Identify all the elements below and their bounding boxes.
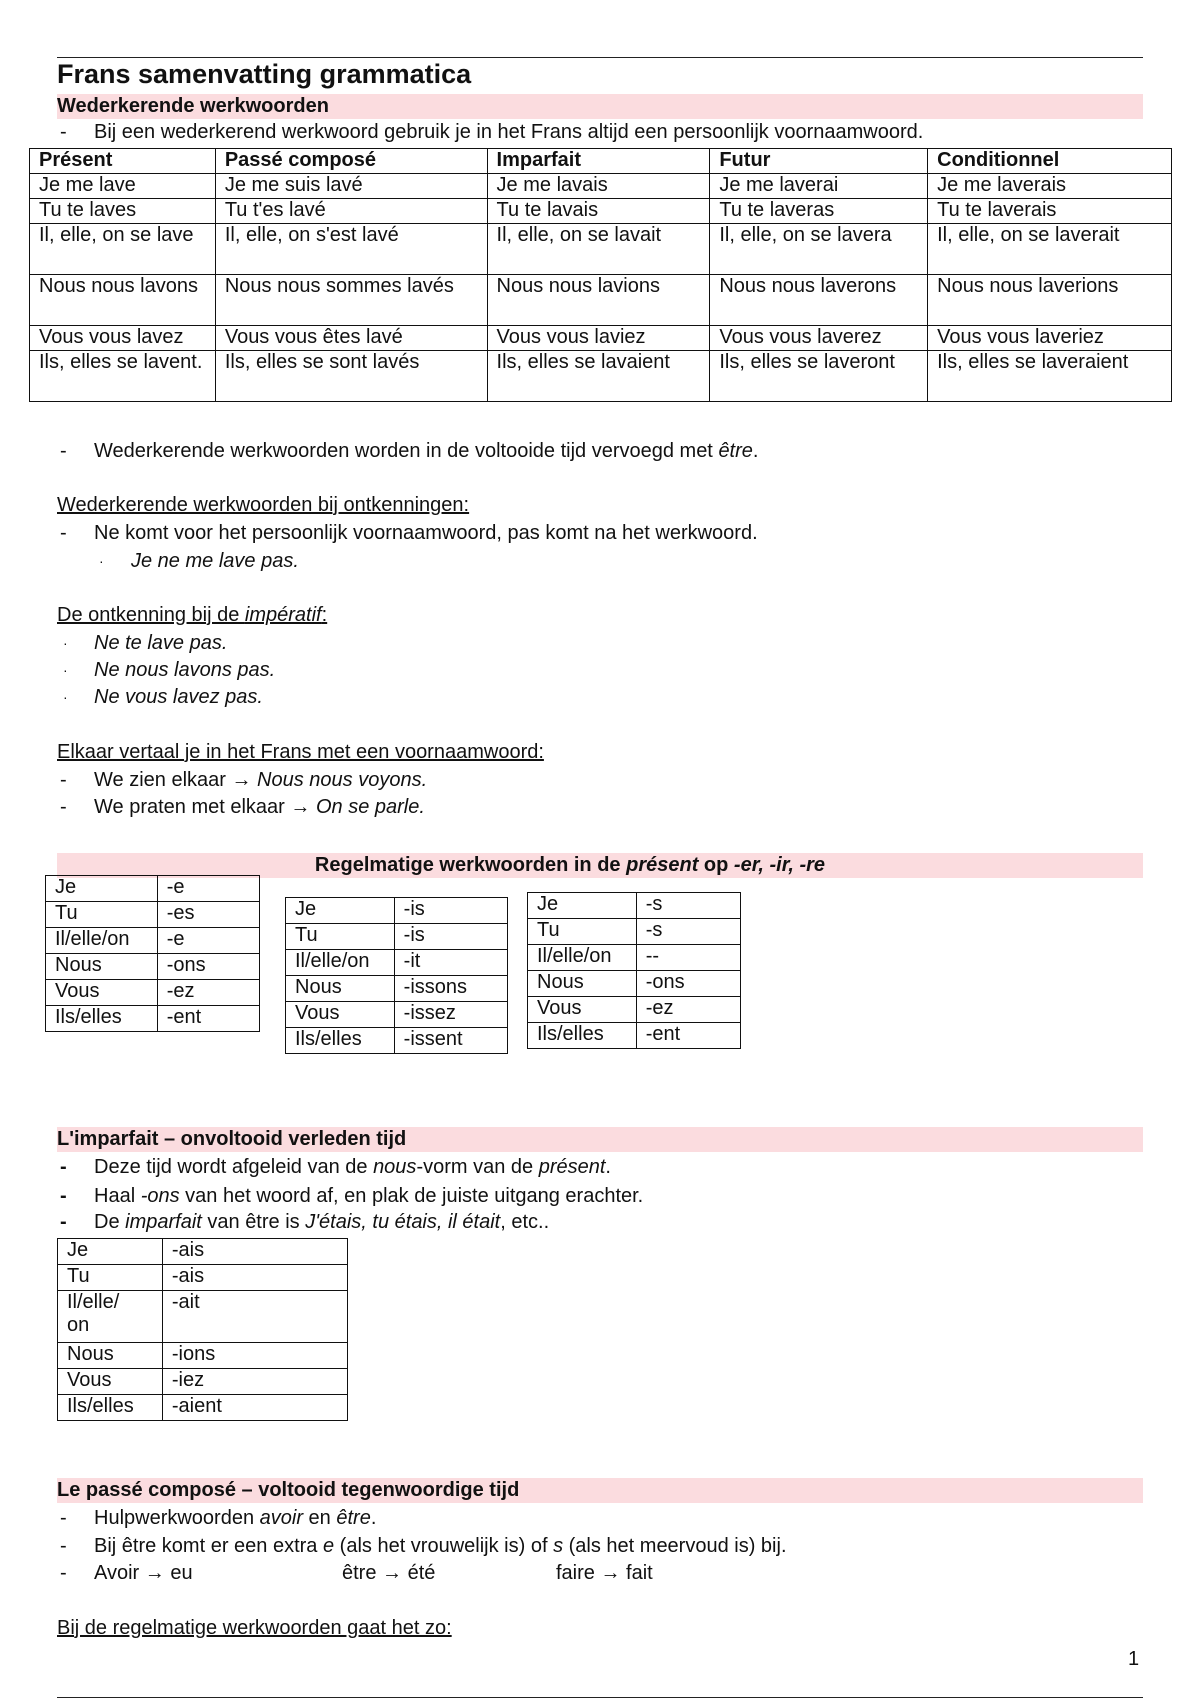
column-header: Futur: [710, 149, 928, 174]
table-row: [30, 351, 1172, 402]
table-cell: Je me laverais: [928, 174, 1172, 199]
table-cell: Il, elle, on se lavait: [487, 224, 710, 275]
pronoun-cell: Ils/elles: [46, 1006, 158, 1032]
ending-cell: -ent: [157, 1006, 259, 1032]
negation-example: Je ne me lave pas.: [131, 550, 299, 572]
table-row: [528, 1023, 741, 1049]
heading-emphasis: -er, -ir, -re: [733, 854, 826, 876]
ending-cell: -ons: [636, 971, 740, 997]
bullet-dash: -: [60, 121, 67, 143]
table-row: [286, 950, 508, 976]
ending-cell: -ait: [162, 1291, 347, 1343]
participle-etre: [342, 1561, 435, 1586]
ending-cell: -ons: [157, 954, 259, 980]
rule-emphasis: avoir: [259, 1507, 303, 1529]
imperatif-heading-emphasis: impératif: [244, 604, 322, 626]
table-cell: Tu te laverais: [928, 199, 1172, 224]
bullet-dot: ·: [99, 553, 104, 569]
column-header: Passé composé: [215, 149, 487, 174]
ending-cell: -issez: [394, 1002, 507, 1028]
table-row: [528, 945, 741, 971]
table-cell: Nous nous sommes lavés: [215, 275, 487, 326]
french-phrase: Nous nous voyons.: [257, 769, 428, 791]
rule-emphasis: présent: [538, 1156, 606, 1178]
table-cell: Ils, elles se lavaient: [487, 351, 710, 402]
pronoun-cell: Je: [46, 876, 158, 902]
rule-text: De: [94, 1211, 126, 1233]
pronoun-cell: Tu: [286, 924, 395, 950]
table-row: [528, 919, 741, 945]
table-row: [286, 924, 508, 950]
rule-emphasis: -ons: [140, 1185, 180, 1207]
table-cell: Vous vous êtes lavé: [215, 326, 487, 351]
table-cell: Je me lavais: [487, 174, 710, 199]
participle-faire: [556, 1561, 653, 1586]
table-row: [46, 928, 260, 954]
imperatif-heading-colon: :: [321, 604, 328, 626]
table-cell: Il, elle, on se lavera: [710, 224, 928, 275]
table-row: [528, 971, 741, 997]
bullet-dash: -: [60, 1185, 67, 1207]
rule-emphasis: nous: [373, 1156, 417, 1178]
section-heading-reflexive: Wederkerende werkwoorden: [57, 94, 1143, 119]
bullet-dash: -: [60, 796, 67, 818]
infinitive: être: [342, 1562, 377, 1584]
pronoun-cell: Il/elle/ on: [58, 1291, 163, 1343]
bullet-dash: -: [60, 769, 67, 791]
column-header: Imparfait: [487, 149, 710, 174]
infinitive: faire: [556, 1562, 595, 1584]
pronoun-cell: Vous: [528, 997, 637, 1023]
table-row: [58, 1369, 348, 1395]
bullet-dot: ·: [63, 635, 68, 651]
bottom-rule: [57, 1697, 1143, 1698]
table-row: [58, 1265, 348, 1291]
imperatif-example: Ne vous lavez pas.: [94, 686, 263, 708]
ending-cell: -issons: [394, 976, 507, 1002]
table-cell: Je me lave: [30, 174, 216, 199]
table-cell: Vous vous laverez: [710, 326, 928, 351]
rule-text: van être is: [201, 1211, 306, 1233]
imparfait-rule: [94, 1210, 549, 1235]
ending-cell: -s: [636, 919, 740, 945]
ending-cell: -iez: [162, 1369, 347, 1395]
pronoun-cell: Je: [286, 898, 395, 924]
pronoun-cell: Tu: [46, 902, 158, 928]
ending-cell: -ions: [162, 1343, 347, 1369]
bullet-dash: -: [60, 1562, 67, 1584]
pronoun-cell: Ils/elles: [286, 1028, 395, 1054]
table-row: [58, 1343, 348, 1369]
past-participle: été: [407, 1562, 436, 1584]
table-cell: Vous vous lavez: [30, 326, 216, 351]
table-cell: Ils, elles se lavent.: [30, 351, 216, 402]
table-cell: Ils, elles se laveraient: [928, 351, 1172, 402]
ending-cell: -es: [157, 902, 259, 928]
page-number: 1: [1128, 1648, 1140, 1670]
rule-emphasis: e: [322, 1535, 335, 1557]
table-row: [58, 1291, 348, 1343]
note-end: .: [752, 440, 759, 462]
table-cell: Vous vous laviez: [487, 326, 710, 351]
page-title: Frans samenvatting grammatica: [57, 59, 472, 89]
rule-emphasis: s: [553, 1535, 564, 1557]
table-cell: Tu te laves: [30, 199, 216, 224]
ending-cell: -issent: [394, 1028, 507, 1054]
table-row: [30, 275, 1172, 326]
table-row: [286, 976, 508, 1002]
arrow-icon: →: [144, 1562, 165, 1584]
ending-cell: -e: [157, 876, 259, 902]
reflexive-conjugation-table: [29, 148, 1172, 402]
heading-text: Regelmatige werkwoorden in de: [314, 854, 627, 876]
rule-emphasis: imparfait: [125, 1211, 202, 1233]
bullet-dash: -: [60, 522, 67, 544]
rule-text: Hulpwerkwoorden: [94, 1507, 260, 1529]
section-heading-imparfait: L'imparfait – onvoltooid verleden tijd: [57, 1127, 1143, 1152]
pronoun-cell: Nous: [58, 1343, 163, 1369]
bullet-dash: -: [60, 440, 67, 462]
ending-cell: -is: [394, 898, 507, 924]
imparfait-endings-table: [57, 1238, 348, 1421]
table-row: [30, 224, 1172, 275]
pronoun-cell: Je: [58, 1239, 163, 1265]
past-participle: fait: [626, 1562, 653, 1584]
table-cell: Il, elle, on se laverait: [928, 224, 1172, 275]
pronoun-cell: Je: [528, 893, 637, 919]
pronoun-cell: Nous: [528, 971, 637, 997]
rule-text: , etc..: [500, 1211, 550, 1233]
imperatif-example: Ne nous lavons pas.: [94, 659, 276, 681]
ending-cell: -aient: [162, 1395, 347, 1421]
table-row: [46, 1006, 260, 1032]
bullet-dash: -: [60, 1507, 67, 1529]
heading-text: op: [698, 854, 734, 876]
ending-cell: --: [636, 945, 740, 971]
ending-cell: -ez: [636, 997, 740, 1023]
rule-text: .: [370, 1507, 377, 1529]
participle-avoir: [94, 1561, 193, 1586]
imperatif-example: Ne te lave pas.: [94, 632, 228, 654]
imperatif-heading: [57, 603, 327, 628]
table-row: [46, 980, 260, 1006]
dutch-phrase: We praten met elkaar: [94, 796, 285, 818]
table-cell: Nous nous laverons: [710, 275, 928, 326]
table-cell: Nous nous lavons: [30, 275, 216, 326]
table-cell: Tu te laveras: [710, 199, 928, 224]
elkaar-example: [94, 768, 427, 793]
ending-cell: -ais: [162, 1239, 347, 1265]
table-row: [46, 902, 260, 928]
ending-cell: -ez: [157, 980, 259, 1006]
pronoun-cell: Nous: [286, 976, 395, 1002]
rule-text: (als het meervoud is) bij.: [563, 1535, 787, 1557]
table-cell: Il, elle, on se lave: [30, 224, 216, 275]
pronoun-cell: Tu: [58, 1265, 163, 1291]
pronoun-cell: Il/elle/on: [46, 928, 158, 954]
table-row: [286, 1028, 508, 1054]
re-endings-table: [527, 892, 741, 1049]
bullet-dash: -: [60, 1156, 67, 1178]
infinitive: Avoir: [94, 1562, 140, 1584]
pronoun-cell: Ils/elles: [528, 1023, 637, 1049]
table-cell: Vous vous laveriez: [928, 326, 1172, 351]
table-header-row: [30, 149, 1172, 174]
table-row: [58, 1395, 348, 1421]
rule-text: Haal: [94, 1185, 141, 1207]
rule-text: Deze tijd wordt afgeleid van de: [94, 1156, 374, 1178]
ending-cell: -it: [394, 950, 507, 976]
table-row: [46, 876, 260, 902]
imparfait-rule: [94, 1155, 611, 1180]
pronoun-cell: Vous: [58, 1369, 163, 1395]
bullet-dash: -: [60, 1535, 67, 1557]
heading-emphasis: présent: [626, 854, 699, 876]
bullet-dot: ·: [63, 662, 68, 678]
pronoun-cell: Vous: [286, 1002, 395, 1028]
passe-compose-rule: [94, 1506, 376, 1531]
table-row: [30, 174, 1172, 199]
rule-text: -vorm van de: [416, 1156, 539, 1178]
table-row: [30, 326, 1172, 351]
past-participle: eu: [170, 1562, 193, 1584]
negation-rule: Ne komt voor het persoonlijk voornaamwoord, pas komt na het werkwoord.: [94, 522, 758, 544]
table-cell: Il, elle, on s'est lavé: [215, 224, 487, 275]
arrow-icon: →: [231, 769, 252, 791]
column-header: Conditionnel: [928, 149, 1172, 174]
negation-heading: Wederkerende werkwoorden bij ontkenningen:: [57, 494, 470, 516]
arrow-icon: →: [600, 1562, 621, 1584]
pronoun-cell: Tu: [528, 919, 637, 945]
arrow-icon: →: [382, 1562, 403, 1584]
table-row: [528, 997, 741, 1023]
elkaar-heading: Elkaar vertaal je in het Frans met een voornaamwoord:: [57, 741, 544, 763]
pronoun-cell: Il/elle/on: [528, 945, 637, 971]
table-cell: Tu t'es lavé: [215, 199, 487, 224]
table-cell: Nous nous lavions: [487, 275, 710, 326]
pronoun-cell: Vous: [46, 980, 158, 1006]
table-row: [528, 893, 741, 919]
pronoun-cell: Nous: [46, 954, 158, 980]
regular-verbs-heading: Bij de regelmatige werkwoorden gaat het zo:: [57, 1617, 452, 1639]
table-row: [286, 898, 508, 924]
note-emphasis: être: [718, 440, 753, 462]
rule-text: (als het vrouwelijk is) of: [334, 1535, 554, 1557]
table-cell: Ils, elles se laveront: [710, 351, 928, 402]
table-cell: Tu te lavais: [487, 199, 710, 224]
table-row: [286, 1002, 508, 1028]
reflexive-intro: Bij een wederkerend werkwoord gebruik je in het Frans altijd een persoonlijk voornaamwoord.: [94, 121, 924, 143]
bullet-dash: -: [60, 1211, 67, 1233]
bullet-dot: ·: [63, 689, 68, 705]
table-cell: Je me suis lavé: [215, 174, 487, 199]
table-cell: Nous nous laverions: [928, 275, 1172, 326]
elkaar-example: [94, 795, 425, 820]
imperatif-heading-text: De ontkenning bij de: [57, 604, 245, 626]
rule-emphasis: J'étais, tu étais, il était: [305, 1211, 501, 1233]
rule-emphasis: être: [336, 1507, 371, 1529]
imparfait-rule: [94, 1184, 643, 1209]
note-text: Wederkerende werkwoorden worden in de voltooide tijd vervoegd met: [94, 440, 719, 462]
ending-cell: -is: [394, 924, 507, 950]
rule-text: .: [605, 1156, 611, 1178]
rule-text: en: [303, 1507, 337, 1529]
arrow-icon: →: [290, 796, 311, 818]
ending-cell: -s: [636, 893, 740, 919]
column-header: Présent: [30, 149, 216, 174]
ir-endings-table: [285, 897, 508, 1054]
pronoun-cell: Ils/elles: [58, 1395, 163, 1421]
rule-text: Bij être komt er een extra: [94, 1535, 323, 1557]
ending-cell: -e: [157, 928, 259, 954]
table-cell: Ils, elles se sont lavés: [215, 351, 487, 402]
pronoun-cell: Il/elle/on: [286, 950, 395, 976]
french-phrase: On se parle.: [315, 796, 425, 818]
table-cell: Je me laverai: [710, 174, 928, 199]
etre-note: [94, 439, 758, 464]
rule-text: van het woord af, en plak de juiste uitgang erachter.: [179, 1185, 644, 1207]
ending-cell: -ent: [636, 1023, 740, 1049]
ending-cell: -ais: [162, 1265, 347, 1291]
section-heading-passe-compose: Le passé composé – voltooid tegenwoordige tijd: [57, 1478, 1143, 1503]
table-row: [46, 954, 260, 980]
er-endings-table: [45, 875, 260, 1032]
table-row: [30, 199, 1172, 224]
dutch-phrase: We zien elkaar: [94, 769, 226, 791]
passe-compose-rule: [94, 1534, 787, 1559]
table-row: [58, 1239, 348, 1265]
